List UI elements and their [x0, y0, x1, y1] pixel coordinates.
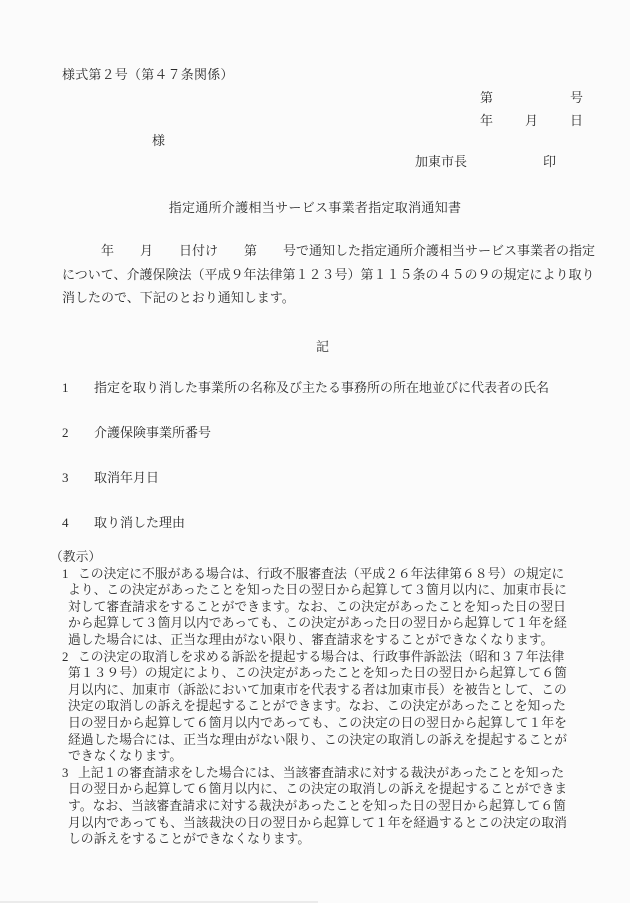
instruction-item-number: 3: [62, 765, 69, 780]
date-month-label: 月: [525, 113, 539, 128]
body-paragraph: [62, 239, 595, 310]
instruction-item-line: 決定の取消しの訴えを提起することができます。なお、この決定があったことを知った: [68, 699, 566, 714]
instruction-item-line: [62, 765, 630, 782]
instruction-text: この決定の取消しを求める訴訟を提起する場合は、行政事件訴訟法（昭和３７年法律: [78, 649, 565, 664]
item-number: 4: [62, 515, 69, 530]
instruction-item-line: より、この決定があったことを知った日の翌日から起算して３箇月以内に、加東市長に: [68, 583, 567, 598]
instruction-item-line: から起算して３箇月以内であっても、この決定があった日の翌日から起算して１年を経: [68, 616, 567, 631]
date-day-label: 日: [570, 113, 584, 128]
list-item: [62, 380, 549, 396]
instruction-item-line: 経過した場合には、正当な理由がない限り、この決定の取消しの訴えを提起することが: [68, 732, 568, 747]
body-line: について、介護保険法（平成９年法律第１２３号）第１１５条の４５の９の規定により取り: [62, 266, 595, 282]
list-item: [62, 425, 549, 441]
instruction-item-line: 日の翌日から起算して６箇月以内に、この決定の取消しの訴えを提起することができま: [68, 782, 568, 797]
page-title: 指定通所介護相当サービス事業者指定取消通知書: [168, 200, 462, 215]
body-line: 消したので、下記のとおり通知します。: [62, 290, 295, 305]
date-line: [480, 110, 583, 129]
instruction-item-line: 月以内であっても、当該裁決の日の翌日から起算して１年を経過するとこの決定の取消: [68, 815, 567, 830]
list-item: [62, 515, 549, 531]
item-number: 2: [62, 425, 69, 440]
record-marker: 記: [315, 339, 329, 354]
addressee-honorific: 様: [152, 133, 166, 148]
instruction-item-line: 対して審査請求をすることができます。なお、この決定があったことを知った日の翌日: [68, 599, 566, 614]
instruction-item-line: 月以内に、加東市（訴訟において加東市を代表する者は加東市長）を被告として、この: [68, 682, 567, 697]
doc-number-prefix: 第: [480, 90, 494, 105]
list-item: [62, 470, 549, 486]
instruction-item-number: 2: [62, 649, 69, 664]
instruction-item-line: す。なお、当該審査請求に対する裁決があったことを知った日の翌日から起算して６箇: [68, 798, 566, 813]
instruction-item-line: 日の翌日から起算して６箇月以内であっても、この決定の日の翌日から起算して１年を: [68, 715, 567, 730]
item-number: 1: [62, 380, 69, 395]
item-number: 3: [62, 470, 69, 485]
instruction-item-line: 第１３９号）の規定により、この決定があったことを知った日の翌日から起算して６箇: [68, 666, 567, 681]
seal-mark: 印: [543, 154, 557, 169]
sender-name: 加東市長: [415, 154, 468, 169]
item-text: 介護保険事業所番号: [94, 425, 212, 440]
instruction-item-line: [62, 566, 630, 583]
item-text: 指定を取り消した事業所の名称及び主たる事務所の所在地並びに代表者の氏名: [94, 380, 550, 395]
instruction-item-line: [62, 649, 630, 666]
instruction-item-line: できなくなります。: [68, 749, 183, 764]
instruction-item-number: 1: [62, 566, 69, 581]
instruction-text: この決定に不服がある場合は、行政不服審査法（平成２６年法律第６８号）の規定に: [78, 566, 565, 581]
date-year-label: 年: [480, 113, 494, 128]
instruction-text: 上記１の審査請求をした場合には、当該審査請求に対する裁決があったことを知った: [78, 765, 565, 780]
body-line: 年 月 日付け 第 号で通知した指定通所介護相当サービス事業者の指定: [62, 243, 596, 258]
instruction-item-line: しの訴えをすることができなくなります。: [68, 832, 311, 847]
doc-number-suffix: 号: [570, 90, 584, 105]
instruction-heading: （教示）: [50, 550, 102, 564]
form-number: 様式第２号（第４７条関係）: [62, 67, 234, 82]
instruction-section: [0, 549, 630, 848]
instruction-item-line: 過した場合には、正当な理由がない限り、審査請求をすることができなくなります。: [68, 632, 554, 647]
item-text: 取消年月日: [94, 470, 160, 485]
item-text: 取り消した理由: [94, 515, 186, 530]
document-number-line: [480, 87, 583, 106]
item-list: [62, 380, 549, 560]
